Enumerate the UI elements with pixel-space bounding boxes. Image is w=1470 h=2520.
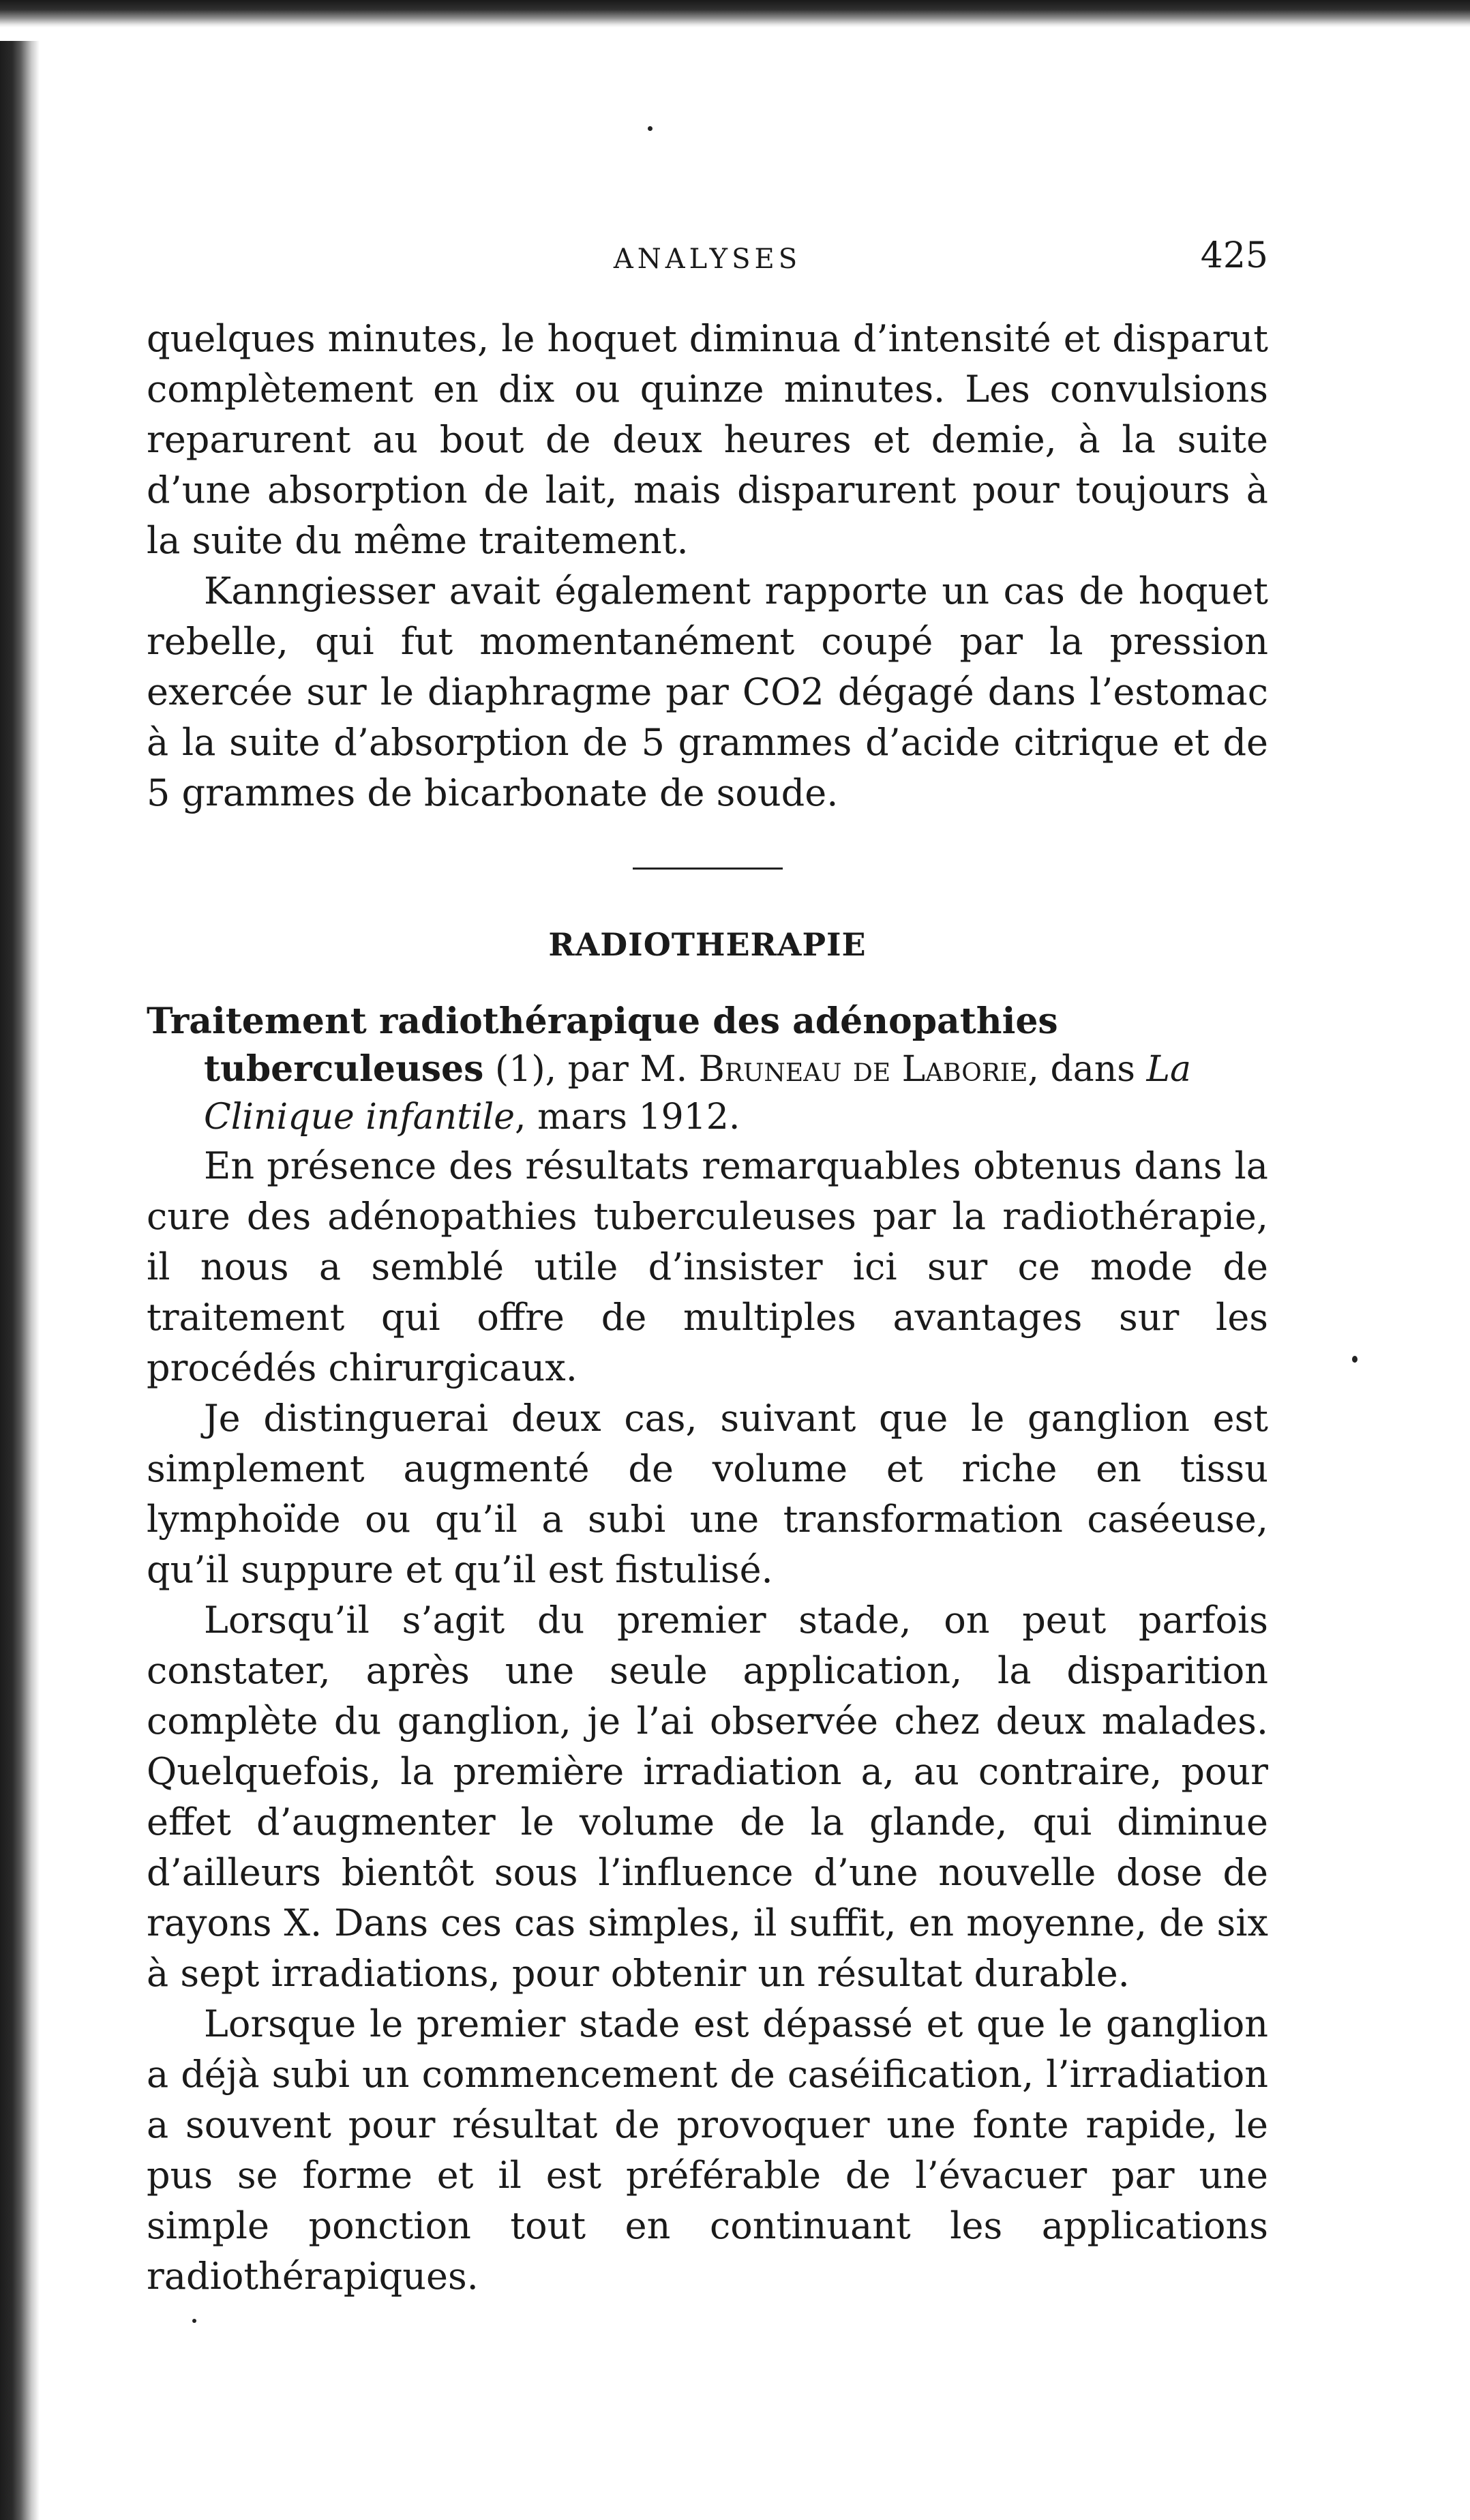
scan-speck bbox=[192, 2319, 196, 2323]
article-heading bbox=[147, 998, 1268, 1141]
paragraph: En présence des résultats remarquables obtenus dans la cure des adénopathies tuberculeuses par la radiothérapie, il nous a semblé utile d’insister ici sur ce mode de traitement qui offre de multiples avantages sur les procédés chirurgicaux. bbox=[147, 1144, 1268, 1389]
article-dans: , dans bbox=[1028, 1049, 1135, 1090]
scan-speck bbox=[648, 126, 652, 131]
article-by: , par M. bbox=[545, 1049, 688, 1090]
page-body bbox=[147, 314, 1268, 2302]
journal-name: La Clinique infantile bbox=[204, 1049, 1192, 1138]
article-author: Bruneau de Laborie bbox=[698, 1049, 1028, 1090]
paragraph: quelques minutes, le hoquet diminua d’intensité et disparut complètement en dix ou quinze minutes. Les convulsions reparurent au bout de deux heures et demie, à la suite d’une absorption de lait, mais disparurent pour toujours à la suite du même traitement. bbox=[147, 317, 1268, 562]
paragraph: Je distinguerai deux cas, suivant que le ganglion est simplement augmenté de volume et riche en tissu lymphoïde ou qu’il a subi une transformation caséeuse, qu’il suppure et qu’il est fistulisé. bbox=[147, 1397, 1268, 1591]
article-title: Traitement radiothérapique des adénopathies tuberculeuses bbox=[147, 1000, 1058, 1090]
paragraph: Lorsque le premier stade est dépassé et que le ganglion a déjà subi un commencement de caséification, l’irradiation a souvent pour résultat de provoquer une fonte rapide, le pus se forme et il est préférable de l’évacuer par une simple ponction tout en continuant les applications radiothérapiques. bbox=[147, 2002, 1268, 2298]
section-title: RADIOTHERAPIE bbox=[548, 926, 867, 963]
scan-top-edge bbox=[0, 0, 1470, 27]
footnote-ref: (1) bbox=[494, 1049, 545, 1090]
page-number: 425 bbox=[1200, 235, 1268, 276]
paragraph: Kanngiesser avait également rapporte un cas de hoquet rebelle, qui fut momentanément coupé par la pression exercée sur le diaphragme par CO2 dégagé dans l’estomac à la suite d’absorption de 5 grammes d’acide citrique et de 5 grammes de bicarbonate de soude. bbox=[147, 569, 1268, 814]
article-date: , mars 1912. bbox=[515, 1097, 740, 1138]
running-title: ANALYSES bbox=[613, 243, 802, 275]
page-header bbox=[147, 235, 1268, 290]
paragraph: Lorsqu’il s’agit du premier stade, on peut parfois constater, après une seule application, la disparition complète du ganglion, je l’ai observée chez deux malades. Quelquefois, la première irradiation a, au contraire, pour effet d’augmenter le volume de la glande, qui diminue d’ailleurs bientôt sous l’influence d’une nouvelle dose de rayons X. Dans ces cas simples, il suffit, en moyenne, de six à sept irradiations, pour obtenir un résultat durable. bbox=[147, 1599, 1268, 1995]
section-divider bbox=[633, 868, 783, 870]
scan-speck bbox=[1352, 1356, 1358, 1363]
scan-left-edge bbox=[0, 41, 40, 2520]
